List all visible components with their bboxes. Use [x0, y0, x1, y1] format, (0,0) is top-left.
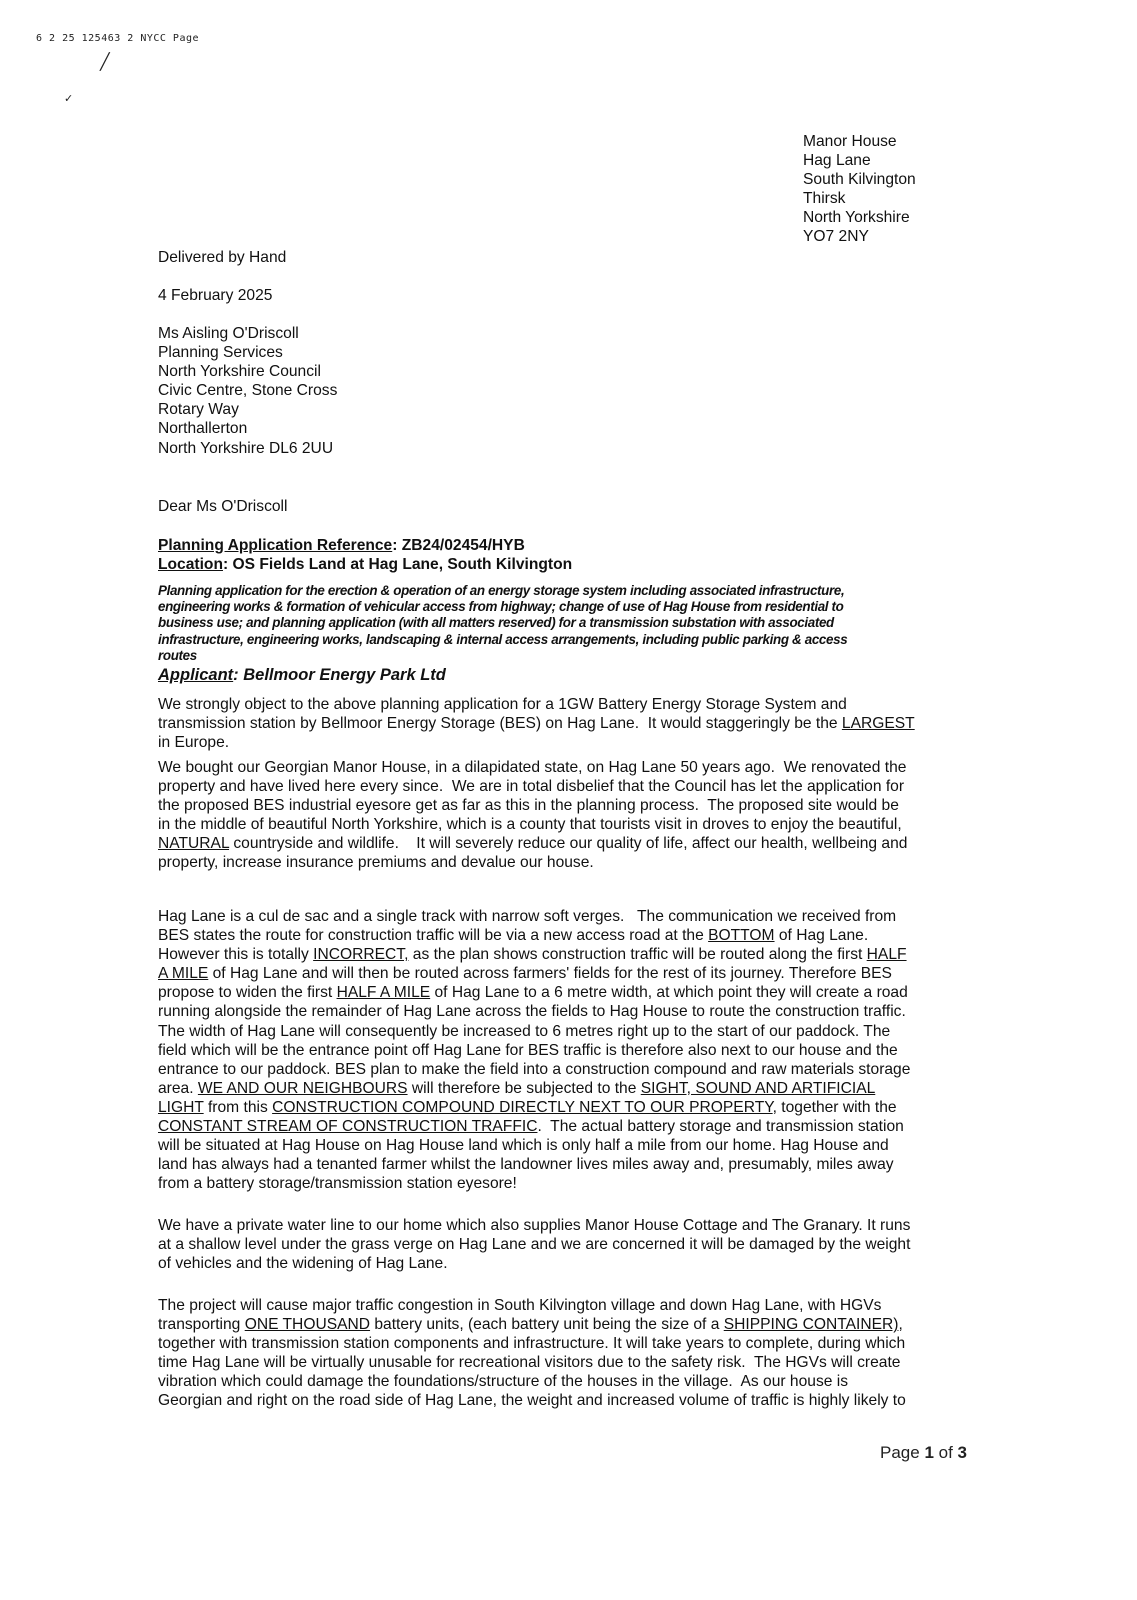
recipient-address-line: Northallerton	[158, 420, 248, 438]
text-segment: area.	[158, 1079, 198, 1097]
text-segment: field which will be the entrance point off Hag Lane for BES traffic is therefore also next to our house and the	[158, 1041, 898, 1059]
emphasized-text: LARGEST	[841, 715, 915, 733]
text-line	[158, 926, 910, 945]
emphasized-text: CONSTANT STREAM OF CONSTRUCTION TRAFFIC	[158, 1118, 538, 1136]
recipient-address-line: North Yorkshire DL6 2UU	[158, 439, 334, 457]
text-segment: of Hag Lane.	[774, 927, 869, 945]
planning-reference	[158, 536, 572, 555]
text-line	[158, 853, 907, 872]
text-line	[158, 796, 907, 815]
text-segment: Hag Lane is a cul de sac and a single track with narrow soft verges. The communication we received from	[158, 908, 897, 925]
text-segment: We bought our Georgian Manor House, in a dilapidated state, on Hag Lane 50 years ago. We renovated the	[158, 759, 907, 776]
reference-block	[158, 536, 572, 575]
text-line	[158, 1391, 906, 1410]
recipient-address-line: Planning Services	[158, 344, 283, 362]
text-segment: land has always had a tenanted farmer whilst the landowner lives miles away and, presumably, miles away	[158, 1156, 894, 1174]
page-number	[880, 1443, 967, 1463]
salutation-text: Dear Ms O'Driscoll	[158, 498, 288, 515]
text-line	[158, 834, 907, 853]
pen-mark-icon: ╱	[100, 54, 110, 71]
text-segment: property, increase insurance premiums and devalue our house.	[158, 854, 594, 872]
sender-address-line: North Yorkshire	[803, 209, 910, 227]
sender-address-line: YO7 2NY	[803, 228, 869, 246]
emphasized-text: HALF A MILE	[336, 984, 431, 1002]
text-segment: of vehicles and the widening of Hag Lane.	[158, 1255, 448, 1273]
page-word: Page	[880, 1443, 925, 1462]
text-line	[158, 1174, 910, 1193]
text-segment: from a battery storage/transmission station eyesore!	[158, 1175, 517, 1193]
recipient-address	[158, 324, 337, 458]
text-segment: running alongside the remainder of Hag Lane across the fields to Hag House to route the construction traffic.	[158, 1003, 906, 1021]
text-line	[158, 907, 910, 926]
emphasized-text: CONSTRUCTION COMPOUND DIRECTLY NEXT TO OUR PROPERTY	[272, 1098, 773, 1116]
emphasized-text: BOTTOM	[708, 927, 775, 945]
location	[158, 555, 572, 574]
paragraph-1	[158, 695, 915, 752]
delivery-note-text: Delivered by Hand	[158, 249, 287, 266]
text-line	[158, 758, 907, 777]
location-label: Location	[158, 556, 223, 574]
text-segment: together with transmission station components and infrastructure. It will take years to complete, during which	[158, 1335, 906, 1353]
text-segment: countryside and wildlife. It will severely reduce our quality of life, affect our health, wellbeing and	[229, 835, 908, 853]
recipient-address-line: Civic Centre, Stone Cross	[158, 382, 338, 400]
text-segment: vibration which could damage the foundations/structure of the houses in the village. As our house is	[158, 1373, 849, 1391]
recipient-address-line: North Yorkshire Council	[158, 363, 321, 381]
text-line	[158, 983, 910, 1002]
text-line	[158, 815, 907, 834]
text-segment: of Hag Lane to a 6 metre width, at which point they will create a road	[430, 984, 908, 1002]
text-segment: ,	[898, 1316, 903, 1334]
text-line	[158, 1002, 910, 1021]
text-line	[158, 1372, 906, 1391]
text-line	[158, 1296, 906, 1315]
reference-value: : ZB24/02454/HYB	[392, 537, 525, 554]
application-description	[158, 583, 847, 664]
text-line	[158, 1334, 906, 1353]
description-line: engineering works & formation of vehicular access from highway; change of use of Hag House from residential to	[158, 599, 844, 615]
text-segment: property and have lived here every since. We are in total disbelief that the Council has let the application for	[158, 778, 905, 796]
recipient-address-line: Rotary Way	[158, 401, 239, 419]
text-segment: We strongly object to the above planning application for a 1GW Battery Energy Storage System and	[158, 696, 847, 713]
text-segment: The project will cause major traffic congestion in South Kilvington village and down Hag Lane, with HGVs	[158, 1297, 882, 1314]
description-line: Planning application for the erection & operation of an energy storage system including associated infrastructure,	[158, 583, 845, 598]
text-line	[158, 945, 910, 964]
text-segment: the proposed BES industrial eyesore get as far as this in the planning process. The proposed site would be	[158, 797, 899, 815]
text-segment: will therefore be subjected to the	[407, 1079, 641, 1097]
text-line	[158, 1079, 910, 1098]
text-line	[158, 1254, 910, 1273]
text-line	[158, 1117, 910, 1136]
paragraph-3	[158, 907, 910, 1193]
text-segment: We have a private water line to our home which also supplies Manor House Cottage and The Granary. It runs	[158, 1217, 911, 1234]
reference-label: Planning Application Reference	[158, 537, 393, 554]
of-word: of	[933, 1443, 958, 1462]
text-segment: from this	[203, 1098, 273, 1116]
sender-address	[803, 132, 916, 247]
paragraph-2	[158, 758, 907, 873]
emphasized-text: LIGHT	[158, 1098, 204, 1116]
text-line	[158, 714, 915, 733]
text-line	[158, 1216, 910, 1235]
delivery-note	[158, 248, 286, 267]
text-segment: transmission station by Bellmoor Energy Storage (BES) on Hag Lane. It would staggeringly be the	[158, 715, 842, 733]
text-segment: will be situated at Hag House on Hag House land which is only half a mile from our home. Hag House and	[158, 1137, 889, 1155]
text-line	[158, 695, 915, 714]
sender-address-line: Hag Lane	[803, 152, 871, 170]
emphasized-text: ONE THOUSAND	[244, 1316, 371, 1334]
date-text: 4 February 2025	[158, 287, 273, 304]
text-line	[158, 733, 915, 752]
text-line	[158, 1060, 910, 1079]
applicant	[158, 666, 446, 684]
text-segment: of Hag Lane and will then be routed across farmers' fields for the rest of its journey. Therefore BES	[208, 965, 892, 983]
text-segment: , together with the	[772, 1098, 897, 1116]
pen-tick-icon: ✓	[64, 93, 74, 105]
text-segment: at a shallow level under the grass verge on Hag Lane and we are concerned it will be damaged by the weight	[158, 1236, 911, 1254]
text-segment: BES states the route for construction traffic will be via a new access road at the	[158, 927, 709, 945]
text-line	[158, 1235, 910, 1254]
recipient-address-line: Ms Aisling O'Driscoll	[158, 325, 299, 342]
text-line	[158, 1136, 910, 1155]
text-line	[158, 1041, 910, 1060]
text-line	[158, 1315, 906, 1334]
text-line	[158, 777, 907, 796]
description-line: infrastructure, engineering works, landscaping & internal access arrangements, including public parking & access	[158, 631, 848, 647]
paragraph-5	[158, 1296, 906, 1411]
emphasized-text: SIGHT, SOUND AND ARTIFICIAL	[640, 1079, 876, 1097]
emphasized-text: INCORRECT,	[313, 946, 409, 964]
text-segment: However this is totally	[158, 946, 314, 964]
description-line: routes	[158, 647, 197, 663]
text-segment: transporting	[158, 1316, 245, 1334]
current-page: 1	[924, 1443, 934, 1462]
description-line: business use; and planning application (with all matters reserved) for a transmission substation with associated	[158, 615, 834, 631]
emphasized-text: HALF	[866, 946, 907, 964]
text-segment: as the plan shows construction traffic will be routed along the first	[408, 946, 867, 964]
text-segment: . The actual battery storage and transmission station	[537, 1118, 904, 1136]
text-line	[158, 1353, 906, 1372]
emphasized-text: SHIPPING CONTAINER)	[723, 1316, 899, 1334]
text-segment: entrance to our paddock. BES plan to make the field into a construction compound and raw materials storage	[158, 1060, 911, 1078]
applicant-label: Applicant	[158, 666, 234, 684]
text-segment: time Hag Lane will be virtually unusable for recreational visitors due to the safety risk. The HGVs will create	[158, 1354, 901, 1372]
text-segment: propose to widen the first	[158, 984, 337, 1002]
location-value: : OS Fields Land at Hag Lane, South Kilvington	[222, 556, 573, 574]
sender-address-line: Manor House	[803, 133, 897, 150]
text-segment: Georgian and right on the road side of Hag Lane, the weight and increased volume of traffic is highly likely to	[158, 1392, 906, 1410]
sender-address-line: South Kilvington	[803, 171, 916, 189]
sender-address-line: Thirsk	[803, 190, 846, 208]
text-segment: in the middle of beautiful North Yorkshire, which is a county that tourists visit in droves to enjoy the beautiful,	[158, 816, 902, 834]
emphasized-text: WE AND OUR NEIGHBOURS	[197, 1079, 408, 1097]
text-line	[158, 1098, 910, 1117]
salutation	[158, 497, 287, 516]
text-segment: battery units, (each battery unit being the size of a	[370, 1316, 724, 1334]
text-line	[158, 1022, 910, 1041]
letter-date	[158, 286, 272, 305]
total-pages: 3	[957, 1443, 967, 1462]
fax-header: 6 2 25 125463 2 NYCC Page	[36, 33, 200, 44]
text-line	[158, 1155, 910, 1174]
paragraph-4	[158, 1216, 910, 1273]
text-line	[158, 964, 910, 983]
emphasized-text: NATURAL	[158, 835, 230, 853]
text-segment: The width of Hag Lane will consequently be increased to 6 metres right up to the start of our paddock. The	[158, 1022, 891, 1040]
text-segment: in Europe.	[158, 734, 230, 752]
emphasized-text: A MILE	[158, 965, 209, 983]
applicant-value: : Bellmoor Energy Park Ltd	[233, 666, 446, 684]
